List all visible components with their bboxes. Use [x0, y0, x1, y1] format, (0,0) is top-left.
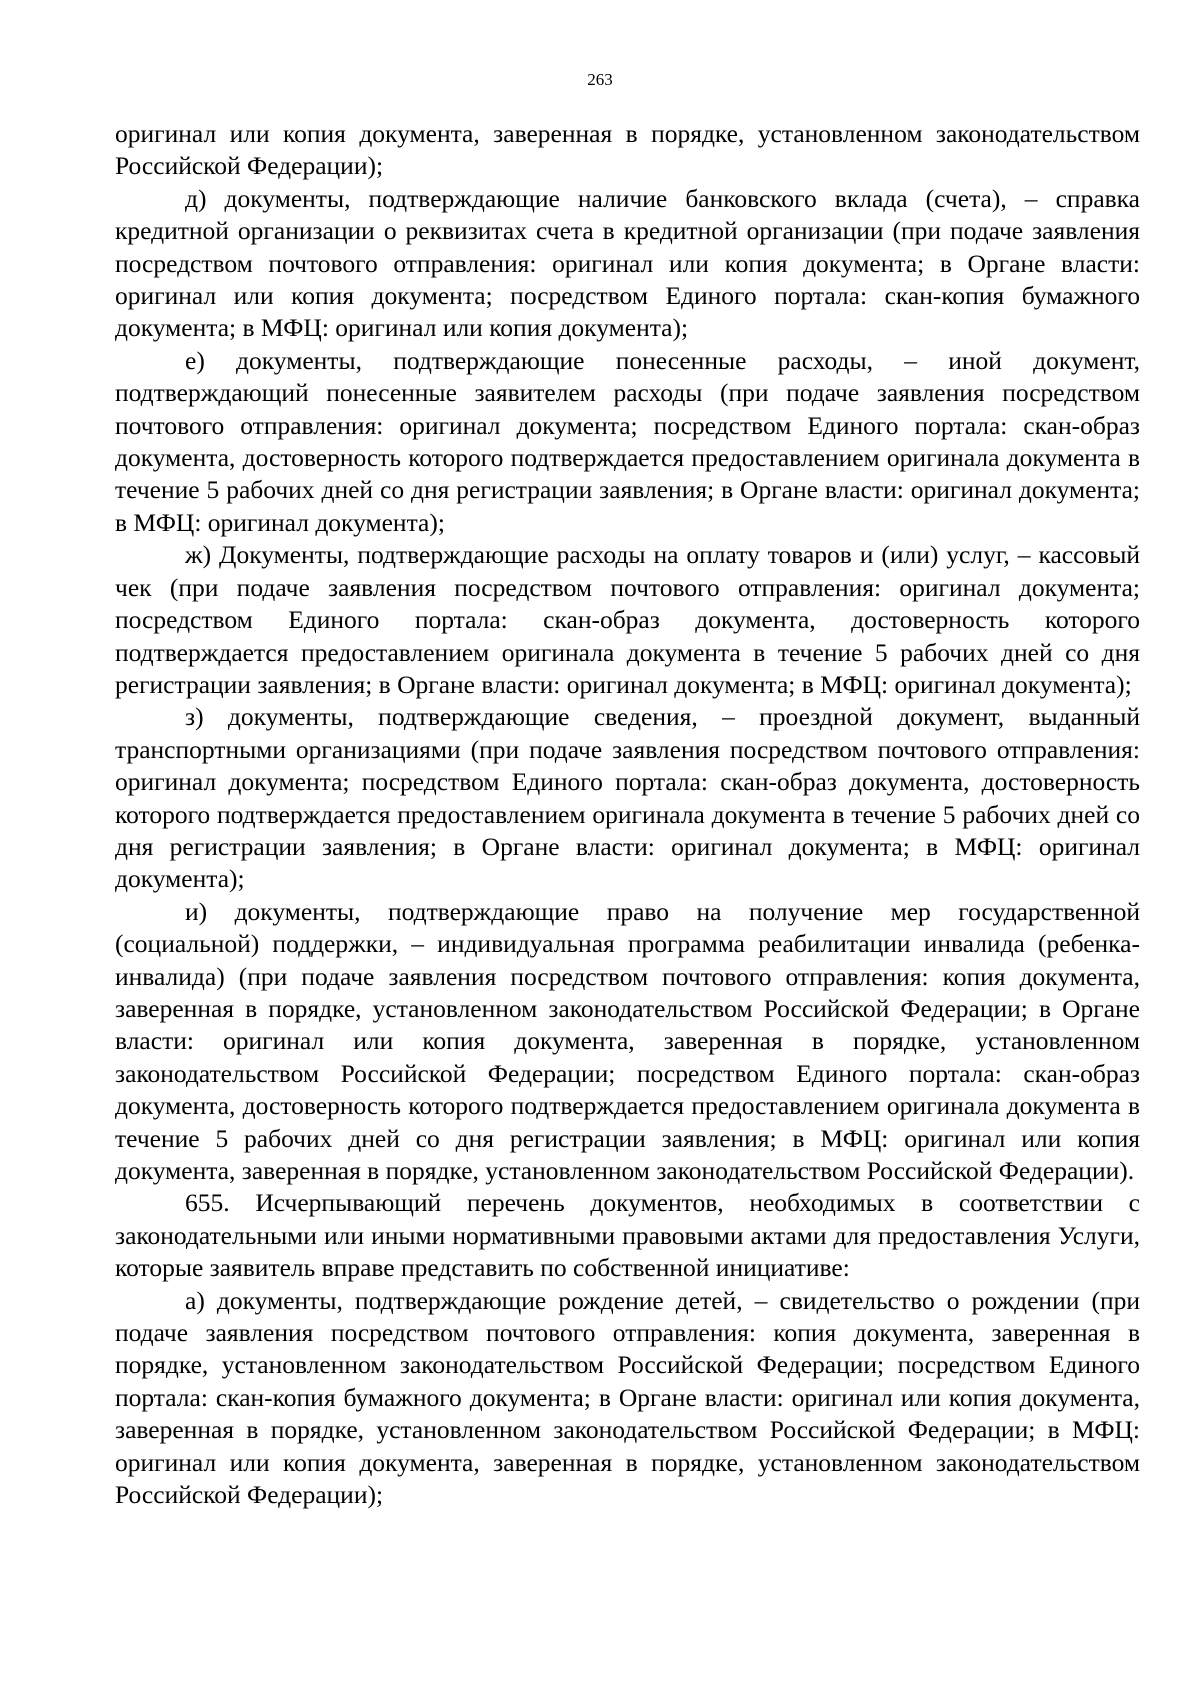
paragraph-item-zh: ж) Документы, подтверждающие расходы на оплату товаров и (или) услуг, – кассовый чек (при подаче заявления посредством почтового отправления: оригинал документа; посредством Единого портала: скан-образ документа, достоверность которого подтверждается предоставлением оригинала документа в течение 5 рабочих дней со дня регистрации заявления; в Органе власти: оригинал документа; в МФЦ: оригинал документа);: [115, 540, 1140, 699]
page-number: 263: [587, 70, 613, 89]
paragraph-section-655: 655. Исчерпывающий перечень документов, необходимых в соответствии с законодательными или иными нормативными правовыми актами для предоставления Услуги, которые заявитель вправе представить по собственной инициативе:: [115, 1188, 1140, 1283]
paragraph-item-e: е) документы, подтверждающие понесенные расходы, – иной документ, подтверждающий понесенные заявителем расходы (при подаче заявления посредством почтового отправления: оригинал документа; посредством Единого портала: скан-образ документа, достоверность которого подтверждается предоставлением оригинала документа в течение 5 рабочих дней со дня регистрации заявления; в Органе власти: оригинал документа; в МФЦ: оригинал документа);: [115, 345, 1140, 537]
paragraph-item-a: а) документы, подтверждающие рождение детей, – свидетельство о рождении (при подаче заявления посредством почтового отправления: копия документа, заверенная в порядке, установленном законодательством Российской Федерации; посредством Единого портала: скан-копия бумажного документа; в Органе власти: оригинал или копия документа, заверенная в порядке, установленном законодательством Российской Федерации; в МФЦ: оригинал или копия документа, заверенная в порядке, установленном законодательством Российской Федерации);: [115, 1285, 1140, 1510]
paragraph-item-z: з) документы, подтверждающие сведения, – проездной документ, выданный транспортными организациями (при подаче заявления посредством почтового отправления: оригинал документа; посредством Единого портала: скан-образ документа, достоверность которого подтверждается предоставлением оригинала документа в течение 5 рабочих дней со дня регистрации заявления; в Органе власти: оригинал документа; в МФЦ: оригинал документа);: [115, 702, 1140, 894]
paragraph-continuation: оригинал или копия документа, заверенная в порядке, установленном законодательством Российской Федерации);: [115, 119, 1140, 181]
paragraph-item-d: д) документы, подтверждающие наличие банковского вклада (счета), – справка кредитной организации о реквизитах счета в кредитной организации (при подаче заявления посредством почтового отправления: оригинал или копия документа; в Органе власти: оригинал или копия документа; посредством Единого портала: скан-копия бумажного документа; в МФЦ: оригинал или копия документа);: [115, 183, 1140, 343]
document-body: [115, 118, 1140, 1511]
paragraph-item-i: и) документы, подтверждающие право на получение мер государственной (социальной) поддержки, – индивидуальная программа реабилитации инвалида (ребенка-инвалида) (при подаче заявления посредством почтового отправления: копия документа, заверенная в порядке, установленном законодательством Российской Федерации; в Органе власти: оригинал или копия документа, заверенная в порядке, установленном законодательством Российской Федерации; посредством Единого портала: скан-образ документа, достоверность которого подтверждается предоставлением оригинала документа в течение 5 рабочих дней со дня регистрации заявления; в МФЦ: оригинал или копия документа, заверенная в порядке, установленном законодательством Российской Федерации).: [115, 896, 1140, 1185]
